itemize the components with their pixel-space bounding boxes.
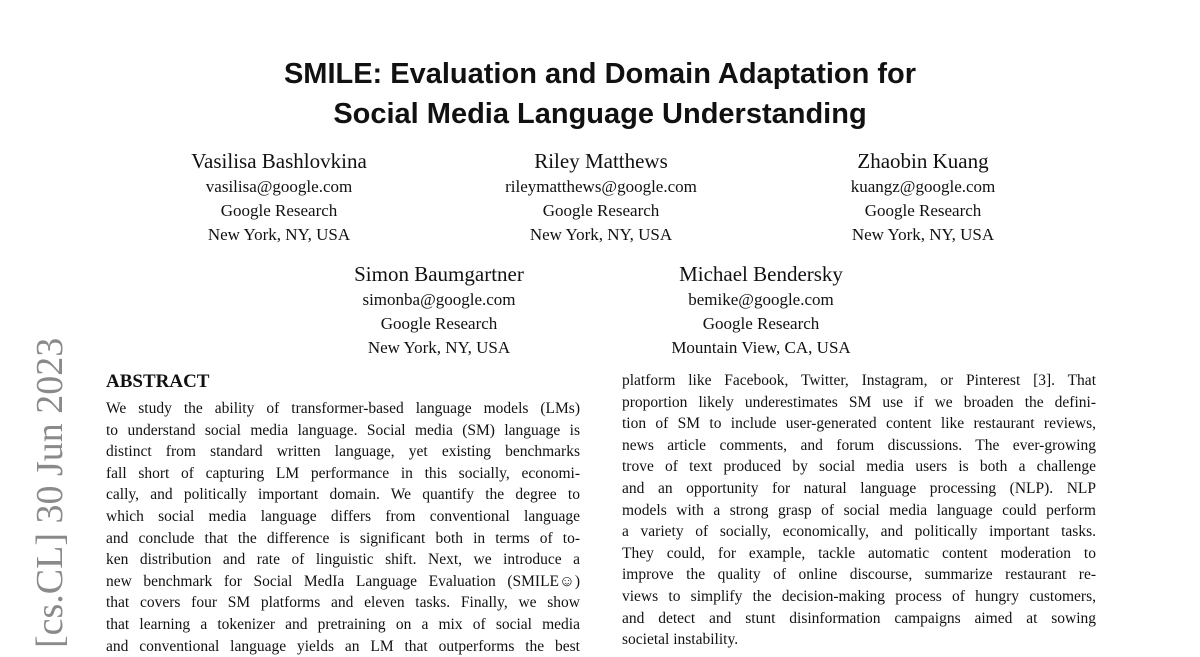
- arxiv-stamp: [cs.CL] 30 Jun 2023: [29, 337, 71, 648]
- author-affiliation: Google Research: [542, 201, 660, 220]
- text-line: societal instability.: [622, 631, 739, 649]
- author-name: Riley Matthews: [534, 149, 668, 173]
- text-line: We study the ability of transformer-based language models (LMs): [106, 400, 580, 417]
- text-line: a variety of socially, economically, and politically important tasks.: [622, 523, 1096, 541]
- author-block: [119, 148, 439, 247]
- author-name: Vasilisa Bashlovkina: [191, 149, 367, 173]
- abstract-body: [106, 398, 580, 657]
- author-name: Michael Bendersky: [679, 262, 843, 286]
- author-block: [763, 148, 1083, 247]
- text-line: proportion likely underestimates SM use if we broaden the defini-: [622, 393, 1096, 411]
- author-location: New York, NY, USA: [851, 225, 995, 244]
- author-email: rileymatthews@google.com: [505, 177, 697, 196]
- author-name: Simon Baumgartner: [354, 262, 524, 286]
- text-line: platform like Facebook, Twitter, Instagram, or Pinterest [3]. That: [622, 372, 1096, 389]
- text-line: tion of SM to include user-generated content like restaurant reviews,: [622, 415, 1096, 433]
- author-location: New York, NY, USA: [367, 338, 511, 357]
- author-location: New York, NY, USA: [207, 225, 351, 244]
- text-line: views to simplify the decision-making process of hungry customers,: [622, 587, 1096, 605]
- author-affiliation: Google Research: [702, 314, 820, 333]
- author-affiliation: Google Research: [220, 201, 338, 220]
- text-line: ken distribution and rate of linguistic shift. Next, we introduce a: [106, 551, 580, 569]
- text-line: They could, for example, tackle automatic content moderation to: [622, 544, 1096, 562]
- text-line: improve the quality of online discourse, summarize restaurant re-: [622, 566, 1096, 584]
- paper-title: [0, 54, 1200, 134]
- text-line: that learning a tokenizer and pretraining on a mix of social media: [106, 615, 580, 633]
- text-line: that covers four SM platforms and eleven tasks. Finally, we show: [106, 594, 580, 612]
- author-affiliation: Google Research: [864, 201, 982, 220]
- text-line: news article comments, and forum discussions. The ever-growing: [622, 436, 1096, 454]
- abstract-heading: ABSTRACT: [106, 371, 210, 392]
- text-line: to understand social media language. Social media (SM) language is: [106, 421, 580, 439]
- text-line: models with a strong grasp of social media language could perform: [622, 501, 1096, 519]
- author-name: Zhaobin Kuang: [857, 149, 989, 173]
- text-line: and conventional language yields an LM that outperforms the best: [106, 637, 580, 655]
- text-line: cally, and politically important domain. We quantify the degree to: [106, 486, 580, 504]
- author-email: vasilisa@google.com: [205, 177, 353, 196]
- author-location: Mountain View, CA, USA: [671, 338, 851, 357]
- right-column-body: [622, 370, 1096, 651]
- title-line-2: Social Media Language Understanding: [333, 98, 867, 130]
- text-line: new benchmark for Social MedIa Language Evaluation (SMILE☺): [106, 572, 580, 590]
- text-line: and conclude that the difference is significant both in terms of to-: [106, 529, 580, 547]
- text-line: which social media language differs from conventional language: [106, 507, 580, 525]
- author-block: [441, 148, 761, 247]
- author-email: simonba@google.com: [362, 290, 516, 309]
- author-email: kuangz@google.com: [850, 177, 996, 196]
- author-location: New York, NY, USA: [529, 225, 673, 244]
- text-line: and an opportunity for natural language processing (NLP). NLP: [622, 479, 1096, 497]
- title-line-1: SMILE: Evaluation and Domain Adaptation for: [283, 58, 917, 90]
- text-line: distinct from standard written language, yet existing benchmarks: [106, 443, 580, 461]
- author-block: [279, 261, 599, 360]
- author-email: bemike@google.com: [688, 290, 834, 309]
- text-line: and detect and stunt disinformation campaigns aimed at sowing: [622, 609, 1096, 627]
- text-line: trove of text produced by social media users is both a challenge: [622, 458, 1096, 476]
- author-affiliation: Google Research: [380, 314, 498, 333]
- text-line: fall short of capturing LM performance in this socially, economi-: [106, 464, 580, 482]
- author-block: [601, 261, 921, 360]
